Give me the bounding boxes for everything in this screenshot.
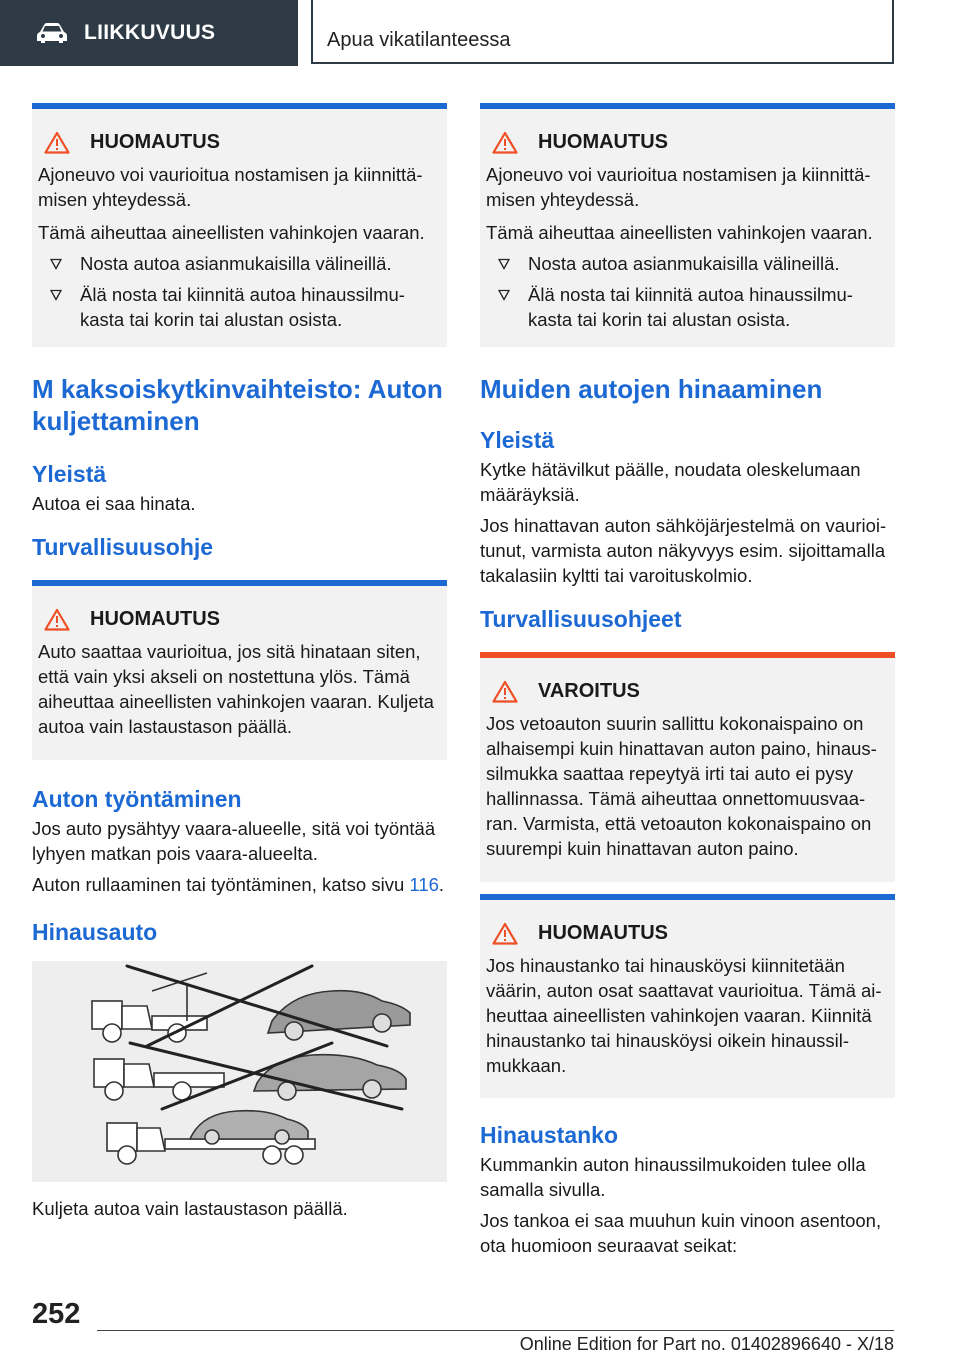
notice-title: HUOMAUTUS [538, 131, 668, 153]
tow-truck-illustration [32, 961, 447, 1182]
footer-divider [97, 1330, 894, 1331]
subheading: Turvallisuusohje [32, 534, 214, 560]
edition-text: Online Edition for Part no. 01402896640 - X/18 [519, 1334, 894, 1354]
list-item: Nosta autoa asianmukaisilla välineillä. [50, 251, 437, 276]
notice-title: HUOMAUTUS [90, 608, 220, 630]
body-text: Jos hinattavan auton sähköjärjestelmä on vaurioi-tunut, varmista auton näkyvyys esim. sijoittamalla takalasiin kyltti tai varoituskolmio. [480, 515, 887, 586]
notice-text: Tämä aiheuttaa aineellisten vahinkojen vaaran. [38, 222, 425, 243]
chapter-label: Apua vikatilanteessa [327, 29, 511, 51]
warning-triangle-icon [44, 131, 70, 154]
list-item: Nosta autoa asianmukaisilla välineillä. [498, 251, 885, 276]
page-link[interactable]: 116 [409, 874, 439, 895]
notice-box [480, 894, 895, 1098]
body-text: Auton rullaaminen tai työntäminen, katso sivu 116. [32, 874, 445, 895]
left-column [32, 103, 447, 1221]
section-heading: M kaksoiskytkinvaihteisto: Auton kuljettaminen [32, 374, 443, 436]
notice-text: Jos hinaustanko tai hinausköysi kiinnitetään väärin, auton osat saattavat vaurioitua. Tämä ai-heuttaa aineellisten vahinkojen vaaran. Kiinnitä hinaustanko tai hinausköysi oikein hinaussil-mukkaan. [486, 955, 882, 1076]
notice-text: Auto saattaa vaurioitua, jos sitä hinataan siten, että vain yksi akseli on nostettuna ylös. Tämä aiheuttaa aineellisten vahinkojen vaaran. Kuljeta autoa vain lastaustason päällä. [38, 641, 434, 737]
list-item: Älä nosta tai kiinnitä autoa hinaussilmu-kasta tai korin tai alustan osista. [50, 282, 437, 332]
figure-caption: Kuljeta autoa vain lastaustason päällä. [32, 1198, 348, 1219]
notice-title: HUOMAUTUS [90, 131, 220, 153]
section-label: LIIKKUVUUS [84, 21, 216, 44]
notice-text: Ajoneuvo voi vaurioitua nostamisen ja kiinnittä-misen yhteydessä. [38, 164, 423, 210]
warning-text: Jos vetoauton suurin sallittu kokonaispaino on alhaisempi kuin hinattavan auton paino, hinaus-silmukka saattaa repeytyä irti tai auto ei pysy hallinnassa. Tämä aiheuttaa onnettomuusvaa-ran. Varmista, että vetoauton kokonaispaino on suurempi kuin hinattavan auton paino. [486, 713, 877, 859]
warning-box [480, 652, 895, 882]
notice-list [486, 251, 885, 332]
body-text: Kytke hätävilkut päälle, noudata oleskelumaan määräyksiä. [480, 459, 861, 505]
body-text: Jos tankoa ei saa muuhun kuin vinoon asentoon, ota huomioon seuraavat seikat: [480, 1210, 882, 1256]
bullet-triangle-icon [50, 289, 62, 301]
notice-box [32, 580, 447, 760]
page-number: 252 [32, 1298, 81, 1330]
section-tab[interactable] [0, 0, 298, 66]
warning-title: VAROITUS [538, 680, 640, 702]
body-text: Jos auto pysähtyy vaara-alueelle, sitä voi työntää lyhyen matkan pois vaara-alueelta. [32, 818, 436, 864]
right-column [480, 103, 895, 1258]
warning-triangle-icon [492, 680, 518, 703]
notice-list [38, 251, 437, 332]
subheading: Auton työntäminen [32, 786, 242, 812]
section-heading: Muiden autojen hinaaminen [480, 374, 823, 404]
warning-triangle-icon [492, 922, 518, 945]
notice-box [480, 103, 895, 347]
body-text: Autoa ei saa hinata. [32, 493, 196, 514]
notice-box [32, 103, 447, 347]
tow-truck-image [32, 961, 447, 1182]
warning-triangle-icon [492, 131, 518, 154]
car-icon [36, 22, 68, 44]
notice-title: HUOMAUTUS [538, 922, 668, 944]
subheading: Yleistä [32, 461, 107, 487]
subheading: Turvallisuusohjeet [480, 606, 682, 632]
subheading: Yleistä [480, 427, 555, 453]
bullet-triangle-icon [498, 289, 510, 301]
warning-triangle-icon [44, 608, 70, 631]
bullet-triangle-icon [50, 258, 62, 270]
list-item: Älä nosta tai kiinnitä autoa hinaussilmu-kasta tai korin tai alustan osista. [498, 282, 885, 332]
notice-text: Tämä aiheuttaa aineellisten vahinkojen vaaran. [486, 222, 873, 243]
bullet-triangle-icon [498, 258, 510, 270]
subheading: Hinaustanko [480, 1122, 619, 1148]
body-text: Kummankin auton hinaussilmukoiden tulee olla samalla sivulla. [480, 1154, 866, 1200]
subheading: Hinausauto [32, 919, 158, 945]
chapter-tab[interactable] [311, 0, 894, 64]
notice-text: Ajoneuvo voi vaurioitua nostamisen ja kiinnittä-misen yhteydessä. [486, 164, 871, 210]
